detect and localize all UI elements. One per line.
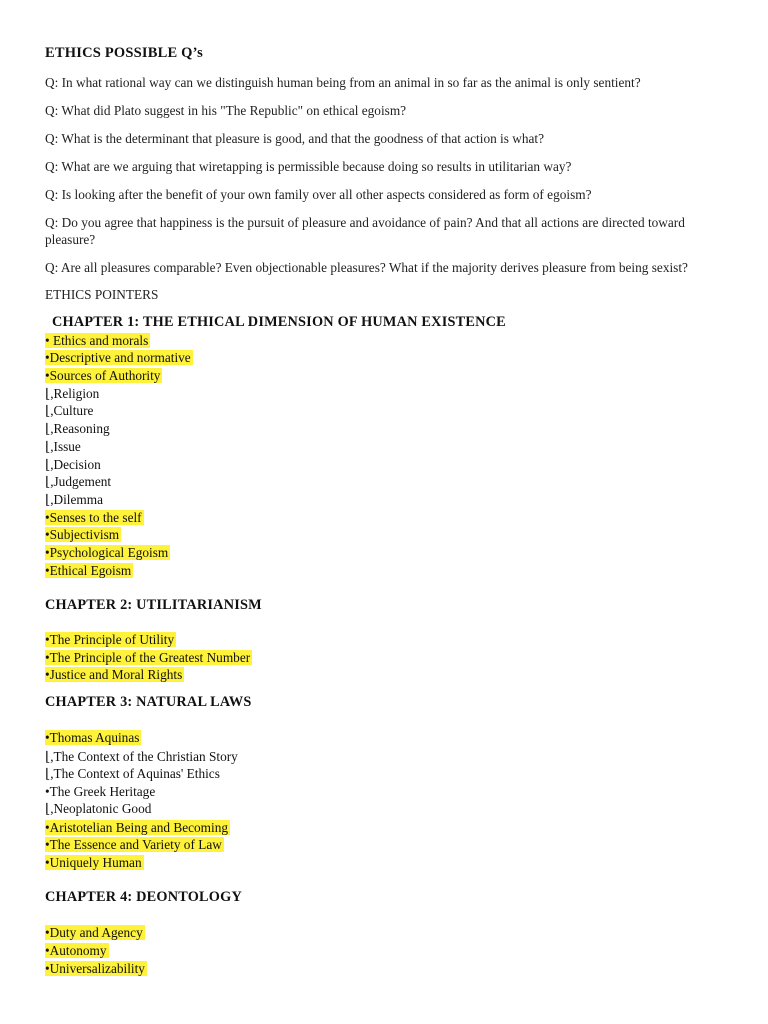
question-4: Q: What are we arguing that wiretapping is permissible because doing so results in utilitarian way? [45, 159, 572, 174]
chapter-1-subitem: ⌊,Issue [45, 439, 81, 454]
chapter-2-item: •The Principle of Utility [45, 632, 175, 647]
chapter-1-item: •Ethical Egoism [45, 563, 132, 578]
question-3: Q: What is the determinant that pleasure is good, and that the goodness of that action is what? [45, 131, 545, 146]
chapter-1-subitem: ⌊,Culture [45, 403, 94, 418]
chapter-2-item: •The Principle of the Greatest Number [45, 650, 251, 665]
question-6: Q: Do you agree that happiness is the pursuit of pleasure and avoidance of pain? And that all actions are directed toward pleasure? [45, 215, 685, 247]
question-5: Q: Is looking after the benefit of your own family over all other aspects considered as form of egoism? [45, 187, 592, 202]
chapter-1-item: •Descriptive and normative [45, 350, 191, 365]
chapter-2-title: CHAPTER 2: UTILITARIANISM [45, 597, 262, 613]
chapter-3-title: CHAPTER 3: NATURAL LAWS [45, 694, 252, 710]
chapter-3-subitem: ⌊,The Context of the Christian Story [45, 749, 238, 764]
chapter-3-subitem: ⌊,The Context of Aquinas' Ethics [45, 766, 220, 781]
pointers-heading: ETHICS POINTERS [45, 287, 159, 302]
question-7: Q: Are all pleasures comparable? Even objectionable pleasures? What if the majority derives pleasure from being sexist? [45, 260, 688, 275]
chapter-4-item: •Autonomy [45, 943, 107, 958]
chapter-3-item: •Uniquely Human [45, 855, 142, 870]
chapter-1-subitem: ⌊,Judgement [45, 474, 112, 489]
question-1: Q: In what rational way can we distinguish human being from an animal in so far as the animal is only sentient? [45, 75, 641, 90]
chapter-3-item: •Aristotelian Being and Becoming [45, 820, 229, 835]
chapter-1-subitem: ⌊,Decision [45, 457, 101, 472]
chapter-4-item: •Universalizability [45, 961, 145, 976]
chapter-3-subitem: ⌊,Neoplatonic Good [45, 801, 152, 816]
chapter-3-item: •The Essence and Variety of Law [45, 837, 222, 852]
chapter-3-subitem: •The Greek Heritage [45, 784, 156, 799]
question-2: Q: What did Plato suggest in his "The Republic" on ethical egoism? [45, 103, 407, 118]
chapter-1-subitem: ⌊,Reasoning [45, 421, 110, 436]
chapter-2-item: •Justice and Moral Rights [45, 667, 183, 682]
chapter-1-subitem: ⌊,Dilemma [45, 492, 103, 507]
chapter-4-item: •Duty and Agency [45, 925, 143, 940]
chapter-1-item: •Sources of Authority [45, 368, 161, 383]
chapter-1-item: •Subjectivism [45, 527, 120, 542]
chapter-1-item: • Ethics and morals [45, 333, 149, 348]
chapter-1-title: CHAPTER 1: THE ETHICAL DIMENSION OF HUMAN EXISTENCE [52, 314, 506, 330]
chapter-1-item: •Senses to the self [45, 510, 142, 525]
chapter-1-item: •Psychological Egoism [45, 545, 169, 560]
chapter-3-item: •Thomas Aquinas [45, 730, 140, 745]
chapter-4-title: CHAPTER 4: DEONTOLOGY [45, 889, 242, 905]
page-title: ETHICS POSSIBLE Q’s [45, 45, 203, 61]
chapter-1-subitem: ⌊,Religion [45, 386, 100, 401]
